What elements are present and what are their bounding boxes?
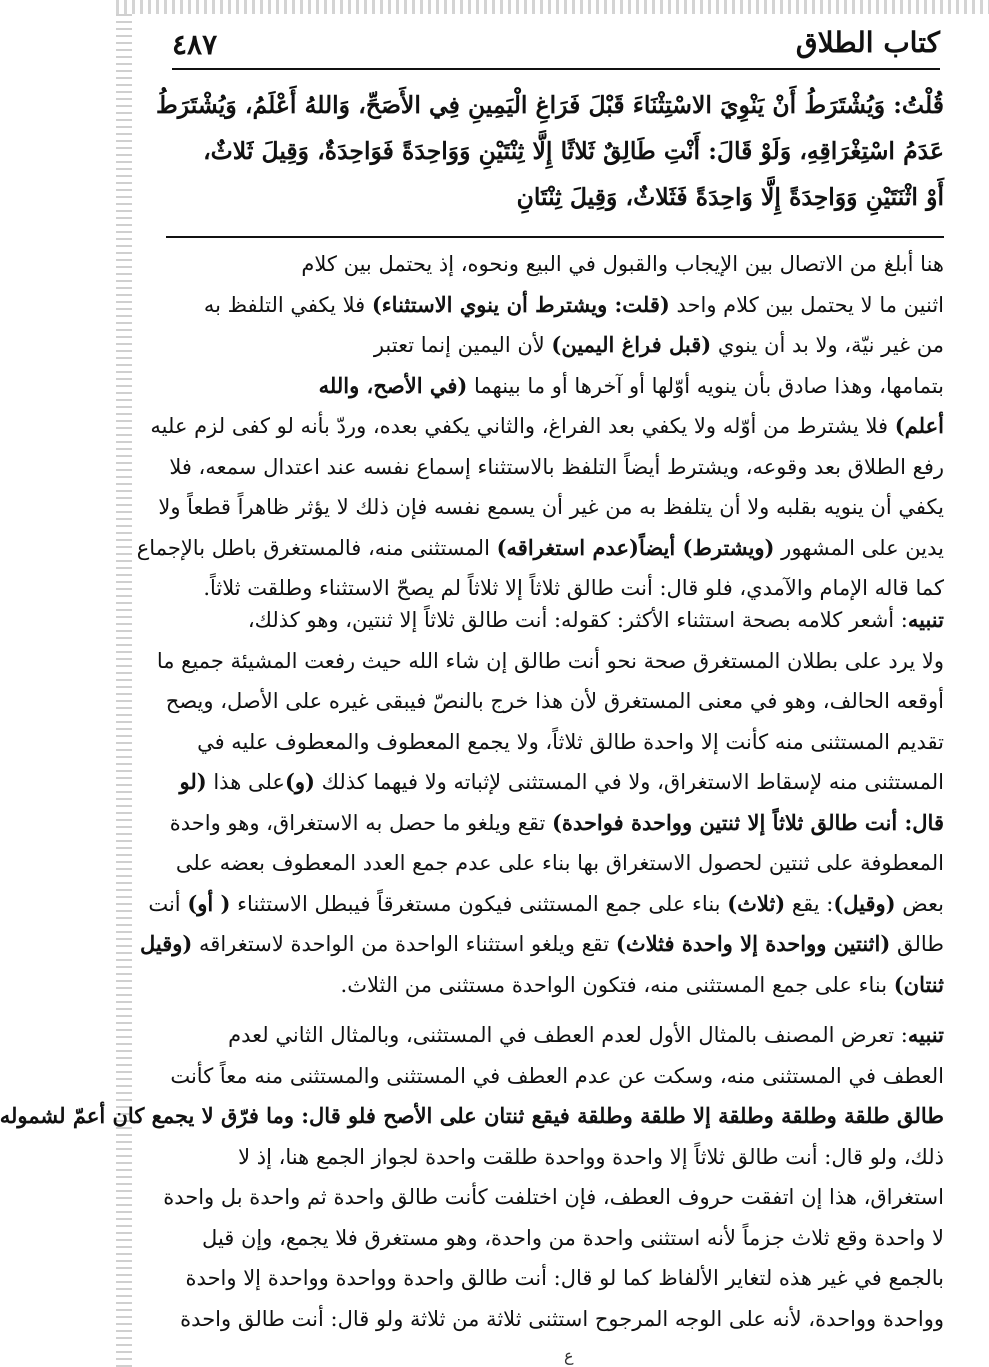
commentary-segment: استغراق، هذا إن اتفقت حروف العطف، فإن اختلفت كأنت طالق واحدة ثم واحدة بل واحدة: [163, 1185, 944, 1209]
commentary-segment: بناء على جمع المستثنى فيكون مستغرقاً فيبطل الاستثناء: [230, 891, 728, 916]
commentary-segment: تقع ويلغو ما حصل به الاستغراق، وهو واحدة: [169, 810, 552, 835]
commentary-segment: تقديم المستثنى منه كأنت إلا واحدة طالق ثلاثاً، ولا يجمع المعطوف والمعطوف عليه في: [197, 729, 944, 754]
commentary-segment: كما قاله الإمام والآمدي، فلو قال: أنت طالق ثلاثاً إلا ثلاثاً لم يصحّ الاستثناء وطلقت ثلاثاً.: [203, 576, 944, 600]
commentary-segment: بتمامها، وهذا صادق بأن ينويه أوّلها أو آخرها أو ما بينهما: [467, 373, 944, 398]
commentary-segment: أوقعه الحالف، وهو في معنى المستغرق لأن هذا خرج بالنصّ فيبقى غيره على الأصل، ويصح: [165, 689, 944, 713]
commentary-line: [166, 325, 944, 366]
commentary-segment: فلا يكفي التلفظ به: [203, 292, 372, 317]
book-title: كتاب الطلاق: [795, 26, 940, 59]
matn-quote-segment: (لو: [179, 769, 207, 794]
commentary-segment: : أشعر كلامه بصحة استثناء الأكثر: كقوله: أنت طالق ثلاثاً إلا ثنتين، وهو كذلك،: [247, 608, 908, 632]
commentary-line: [156, 641, 944, 682]
commentary-line: [166, 285, 944, 326]
commentary-line: [166, 1056, 944, 1097]
commentary-paragraph-3: [0, 1015, 944, 1339]
commentary-line: [158, 487, 944, 528]
matn-line: قُلْتُ: وَيُشْتَرَطُ أَنْ يَنْوِيَ الاسْتِثْنَاءَ قَبْلَ فَرَاغِ الْيَمِينِ فِي الأَصَحِّ، وَاللهُ أَعْلَمُ، وَيُشْتَرَطُ: [156, 91, 944, 119]
matn-quote-segment: (قبل فراغ اليمين): [551, 332, 712, 357]
commentary-segment: : تعرض المصنف بالمثال الأول لعدم العطف في المستثنى، وبالمثال الثاني لعدم: [228, 1023, 908, 1047]
commentary-line: [136, 528, 944, 569]
matn-quote-segment: ( أو): [187, 890, 231, 916]
matn-quote-segment: قال: أنت طالق ثلاثاً إلا ثنتين وواحدة فواحدة): [551, 809, 944, 835]
matn-quote-segment: (وقيل): [833, 890, 896, 916]
page-number: ٤٨٧: [172, 28, 218, 61]
commentary-segment: العطف في المستثنى منه، وسكت عن عدم العطف في المستثنى والمستثنى منه معاً كأنت: [170, 1063, 944, 1088]
commentary-line: [148, 884, 944, 925]
matn-text: [156, 82, 944, 220]
commentary-segment: بناء على جمع المستثنى منه، فتكون الواحدة مستثنى من الثلاث.: [340, 972, 894, 997]
commentary-segment: بعض: [895, 891, 944, 916]
commentary-line: [166, 965, 944, 1006]
commentary-segment: بالجمع في غير هذه لتغاير الألفاظ كما لو قال: أنت طالق واحدة وواحدة وواحدة إلا واحدة: [185, 1266, 944, 1290]
commentary-segment: اثنين ما لا يحتمل بين كلام واحد: [669, 292, 944, 317]
commentary-segment: المستثنى منه لإسقاط الاستغراق، ولا في المستثنى لإثباته ولا فيهما كذلك: [314, 770, 944, 794]
commentary-line: [0, 1096, 944, 1137]
matn-quote-segment: (ثلاث): [727, 890, 786, 916]
matn-quote-segment: (و): [284, 769, 315, 794]
commentary-line: [166, 600, 944, 641]
commentary-line: [166, 681, 944, 722]
commentary-segment: لا واحدة وقع ثلاث جزماً لأنه استثنى واحدة من واحدة، وهو مستغرق فلا يجمع، وإن قيل: [202, 1225, 944, 1250]
commentary-line: [166, 1258, 944, 1299]
matn-quote-segment: (اثنتين وواحدة إلا واحدة فثلاث): [615, 931, 891, 956]
commentary-line: [166, 366, 944, 407]
commentary-line: [166, 843, 944, 884]
commentary-line: [166, 1015, 944, 1056]
commentary-segment: يدين على المشهور: [774, 535, 944, 560]
commentary-line: [166, 803, 944, 844]
scan-edge-top: [116, 0, 989, 14]
matn-quote-segment: تنبيه: [907, 1022, 944, 1047]
commentary-paragraph-1: [136, 244, 944, 609]
commentary-line: [166, 447, 944, 488]
commentary-line: [166, 1299, 944, 1340]
commentary-segment: رفع الطلاق بعد وقوعه، ويشترط أيضاً التلفظ بالاستثناء إسماع نفسه عند اعتدال سمعه، فلا: [169, 454, 944, 479]
matn-quote-segment: تنبيه: [907, 607, 944, 632]
page-header: [172, 24, 940, 70]
matn-quote-segment: طالق طلقة وطلقة وطلقة إلا طلقة وطلقة فيقع ثنتان على الأصح فلو قال: وما فرّق لا يجمع كان أعمّ لشموله: [0, 1103, 944, 1128]
commentary-segment: لأن اليمين إنما تعتبر: [373, 333, 552, 357]
commentary-segment: طالق: [890, 932, 944, 956]
matn-quote-segment: (ويشترط) أيضاً(عدم استغراقه): [496, 534, 775, 560]
matn-quote-segment: أعلم): [894, 413, 944, 438]
matn-line: عَدَمُ اسْتِغْرَاقِهِ، وَلَوْ قَالَ: أَنْتِ طَالِقٌ ثَلاثًا إِلَّا ثِنْتَيْنِ وَوَاحِدَةً فَوَاحِدَةٌ، وَقِيلَ ثَلاثٌ،: [203, 137, 944, 165]
matn-quote-segment: (في الأصح، والله: [318, 372, 468, 398]
matn-quote-segment: (قلت: ويشترط أن ينوي الاستثناء): [371, 291, 670, 317]
commentary-paragraph-2: [140, 600, 944, 1005]
commentary-segment: من غير نيّة، ولا بد أن ينوي: [711, 333, 944, 357]
commentary-segment: المعطوفة على ثنتين لحصول الاستغراق بها بناء على عدم جمع العدد المعطوف بعضه على: [175, 851, 944, 875]
matn-quote-segment: ثنتان): [893, 971, 944, 997]
commentary-segment: فلا يشترط من أوّله ولا يكفي بعد الفراغ، والثاني يكفي بعده، وردّ بأنه لو كفى لزم عليه: [150, 414, 895, 438]
matn-separator-rule: [166, 236, 944, 238]
footer-mark: ع: [564, 1346, 574, 1365]
commentary-line: [140, 924, 944, 965]
commentary-segment: : يقع: [785, 891, 834, 916]
commentary-segment: وواحدة وواحدة، لأنه على الوجه المرجوح استثنى ثلاثة من ثلاثة ولو قال: أنت طالق واحدة: [180, 1306, 944, 1331]
commentary-line: [166, 244, 944, 285]
commentary-line: [150, 406, 944, 447]
matn-quote-segment: (وقيل: [140, 931, 193, 956]
commentary-line: [166, 1137, 944, 1178]
commentary-line: [166, 762, 944, 803]
commentary-segment: هنا أبلغ من الاتصال بين الإيجاب والقبول في البيع ونحوه، إذ يحتمل بين كلام: [301, 252, 944, 276]
commentary-segment: تقع ويلغو استثناء الواحدة من الواحدة لاستغراقه: [192, 932, 616, 956]
commentary-segment: المستثنى منه، فالمستغرق باطل بالإجماع: [136, 535, 497, 560]
commentary-segment: على هذا: [206, 770, 285, 794]
matn-line: أَوْ اثْنَتَيْنِ وَوَاحِدَةً إِلَّا وَاحِدَةً فَثَلاثٌ، وَقِيلَ ثِنْتَانِ: [516, 183, 944, 211]
commentary-line: [166, 1218, 944, 1259]
commentary-line: [163, 1177, 944, 1218]
commentary-segment: ولا يرد على بطلان المستغرق صحة نحو أنت طالق إن شاء الله حيث رفعت المشيئة جميع ما: [156, 648, 944, 673]
commentary-segment: أنت: [148, 891, 188, 916]
commentary-line: [166, 722, 944, 763]
scan-edge-left: [116, 0, 132, 1367]
commentary-segment: يكفي أن ينويه بقلبه ولا أن يتلفظ به من غير أن يسمع نفسه فإن ذلك لا يؤثر ظاهراً قطعاً ولا: [158, 495, 944, 519]
commentary-segment: ذلك، ولو قال: أنت طالق ثلاثاً إلا واحدة وواحدة طلقت واحدة لجواز الجمع هنا، إذ لا: [238, 1144, 944, 1169]
